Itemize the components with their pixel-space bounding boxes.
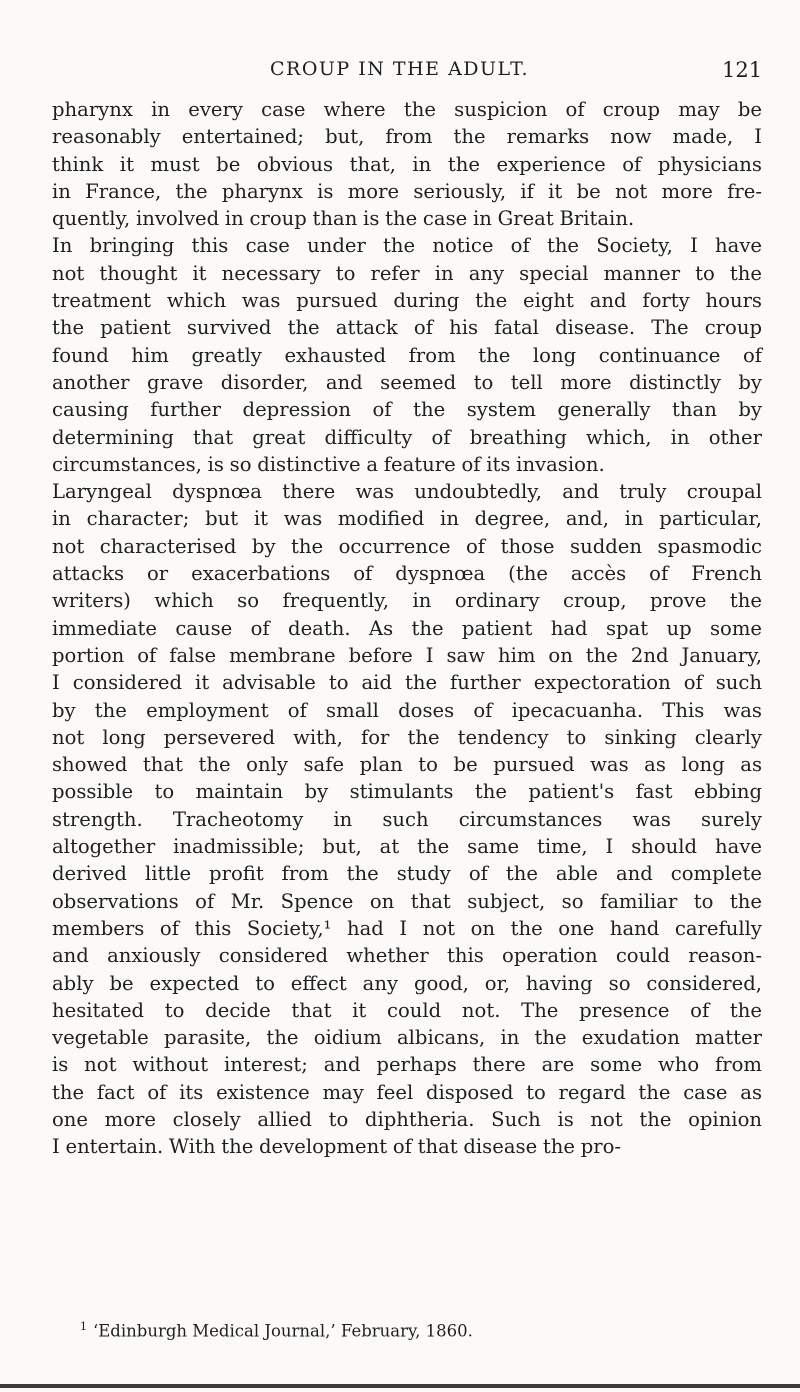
footnote-marker: 1	[80, 1320, 87, 1333]
text-line: derived little profit from the study of the able and complete	[52, 862, 762, 886]
page-header	[0, 58, 800, 88]
text-line: by the employment of small doses of ipecacuanha. This was	[52, 698, 762, 722]
text-line: in character; but it was modified in degree, and, in particular,	[52, 507, 762, 531]
text-line: observations of Mr. Spence on that subject, so familiar to the	[52, 889, 762, 913]
text-line: pharynx in every case where the suspicion of croup may be	[52, 98, 762, 121]
text-line: think it must be obvious that, in the experience of physicians	[52, 152, 762, 176]
text-line: not thought it necessary to refer in any special manner to the	[52, 261, 762, 285]
running-head: CROUP IN THE ADULT.	[270, 58, 530, 80]
footnote-text: ‘Edinburgh Medical Journal,’ February, 1860.	[93, 1321, 473, 1341]
text-line: not long persevered with, for the tendency to sinking clearly	[52, 725, 762, 749]
text-line: members of this Society,¹ had I not on the one hand carefully	[52, 916, 762, 940]
text-line: another grave disorder, and seemed to tell more distinctly by	[52, 370, 762, 394]
text-line: circumstances, is so distinctive a feature of its invasion.	[52, 452, 605, 476]
text-line: In bringing this case under the notice of the Society, I have	[52, 234, 762, 258]
text-line: Laryngeal dyspnœa there was undoubtedly, and truly croupal	[52, 480, 762, 504]
text-line: showed that the only safe plan to be pursued was as long as	[52, 753, 762, 777]
text-line: immediate cause of death. As the patient had spat up some	[52, 616, 762, 640]
text-line: found him greatly exhausted from the long continuance of	[52, 343, 762, 367]
text-line: determining that great difficulty of breathing which, in other	[52, 425, 762, 449]
text-line: one more closely allied to diphtheria. Such is not the opinion	[52, 1107, 762, 1131]
text-line: not characterised by the occurrence of those sudden spasmodic	[52, 534, 762, 558]
body-text	[52, 96, 762, 1161]
text-line: and anxiously considered whether this operation could reason-	[52, 944, 762, 968]
footnote	[52, 1316, 762, 1343]
text-line: altogether inadmissible; but, at the same time, I should have	[52, 835, 762, 859]
page-number: 121	[722, 58, 763, 82]
text-line: portion of false membrane before I saw him on the 2nd January,	[52, 643, 762, 667]
text-line: treatment which was pursued during the eight and forty hours	[52, 289, 762, 313]
text-line: the patient survived the attack of his fatal disease. The croup	[52, 316, 762, 340]
text-line: possible to maintain by stimulants the patient's fast ebbing	[52, 780, 762, 804]
text-line: ably be expected to effect any good, or, having so considered,	[52, 971, 762, 995]
text-line: in France, the pharynx is more seriously, if it be not more fre-	[52, 179, 762, 203]
text-line: reasonably entertained; but, from the remarks now made, I	[52, 125, 762, 149]
text-line: I considered it advisable to aid the further expectoration of such	[52, 671, 762, 695]
text-line: hesitated to decide that it could not. The presence of the	[52, 998, 762, 1022]
text-line: quently, involved in croup than is the case in Great Britain.	[52, 207, 635, 231]
text-line: I entertain. With the development of that disease the pro-	[52, 1135, 622, 1159]
text-line: causing further depression of the system generally than by	[52, 398, 762, 422]
text-line: vegetable parasite, the oidium albicans, in the exudation matter	[52, 1026, 762, 1050]
text-line: is not without interest; and perhaps there are some who from	[52, 1053, 762, 1077]
text-line: attacks or exacerbations of dyspnœa (the accès of French	[52, 562, 762, 586]
text-line: writers) which so frequently, in ordinary croup, prove the	[52, 589, 762, 613]
text-line: the fact of its existence may feel disposed to regard the case as	[52, 1080, 762, 1104]
page-edge-rule	[0, 1384, 800, 1388]
text-line: strength. Tracheotomy in such circumstances was surely	[52, 807, 762, 831]
